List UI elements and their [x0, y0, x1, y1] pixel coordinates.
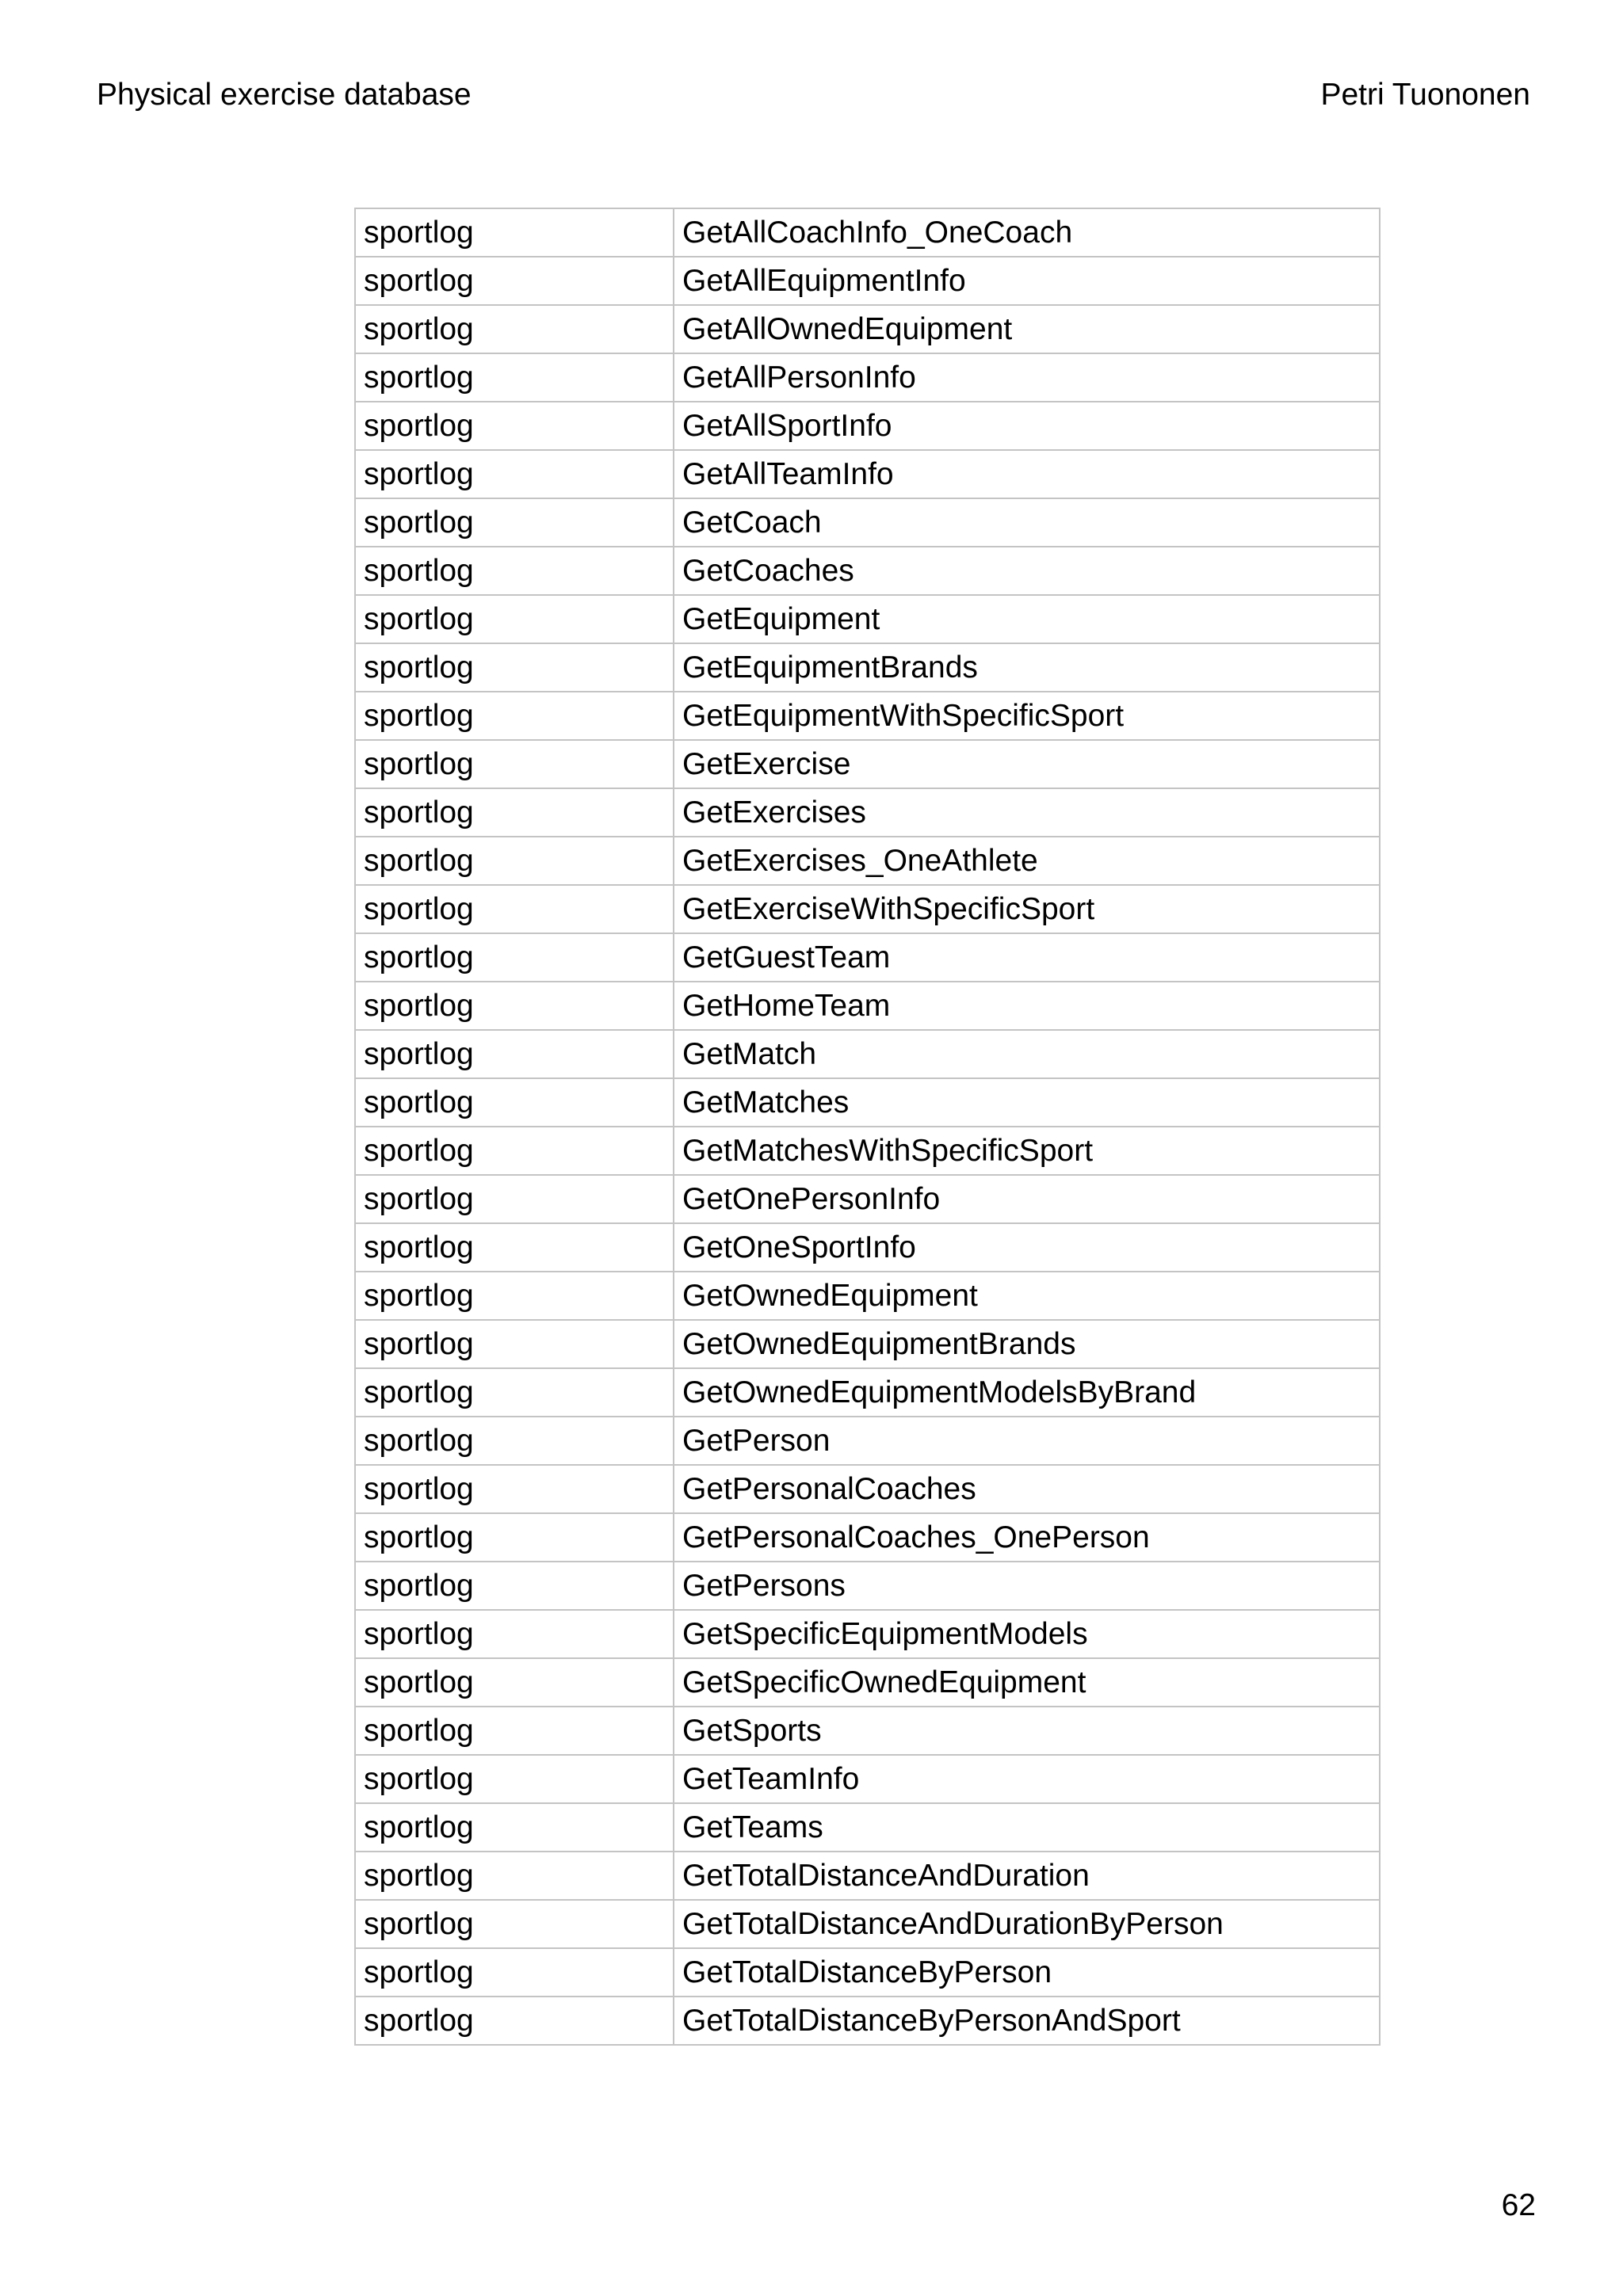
table-row: [355, 1078, 1380, 1127]
routine-name-cell: GetExercises: [674, 788, 1380, 837]
schema-cell: sportlog: [355, 1610, 674, 1658]
table-row: [355, 692, 1380, 740]
routine-name-cell: GetExerciseWithSpecificSport: [674, 885, 1380, 933]
routine-name-cell: GetEquipmentBrands: [674, 643, 1380, 692]
schema-cell: sportlog: [355, 1417, 674, 1465]
table-row: [355, 305, 1380, 353]
schema-cell: sportlog: [355, 1513, 674, 1562]
routine-name-cell: GetOwnedEquipmentBrands: [674, 1320, 1380, 1368]
routine-name-cell: GetAllTeamInfo: [674, 450, 1380, 498]
routine-name-cell: GetOneSportInfo: [674, 1223, 1380, 1272]
table-row: [355, 1465, 1380, 1513]
routine-name-cell: GetMatches: [674, 1078, 1380, 1127]
routine-name-cell: GetHomeTeam: [674, 982, 1380, 1030]
routines-table: [354, 208, 1381, 2046]
routine-name-cell: GetAllEquipmentInfo: [674, 257, 1380, 305]
schema-cell: sportlog: [355, 450, 674, 498]
schema-cell: sportlog: [355, 1658, 674, 1707]
table-row: [355, 885, 1380, 933]
table-row: [355, 1997, 1380, 2045]
schema-cell: sportlog: [355, 1368, 674, 1417]
schema-cell: sportlog: [355, 1803, 674, 1852]
schema-cell: sportlog: [355, 643, 674, 692]
routine-name-cell: GetAllCoachInfo_OneCoach: [674, 208, 1380, 257]
schema-cell: sportlog: [355, 1562, 674, 1610]
schema-cell: sportlog: [355, 982, 674, 1030]
schema-cell: sportlog: [355, 1948, 674, 1997]
schema-cell: sportlog: [355, 402, 674, 450]
routine-name-cell: GetPerson: [674, 1417, 1380, 1465]
schema-cell: sportlog: [355, 1997, 674, 2045]
routine-name-cell: GetPersons: [674, 1562, 1380, 1610]
routine-name-cell: GetAllOwnedEquipment: [674, 305, 1380, 353]
routine-name-cell: GetTotalDistanceAndDuration: [674, 1852, 1380, 1900]
schema-cell: sportlog: [355, 208, 674, 257]
table-row: [355, 353, 1380, 402]
table-row: [355, 1513, 1380, 1562]
table-row: [355, 257, 1380, 305]
routine-name-cell: GetOwnedEquipment: [674, 1272, 1380, 1320]
table-row: [355, 498, 1380, 547]
schema-cell: sportlog: [355, 1223, 674, 1272]
table-row: [355, 643, 1380, 692]
schema-cell: sportlog: [355, 353, 674, 402]
schema-cell: sportlog: [355, 1465, 674, 1513]
routine-name-cell: GetCoach: [674, 498, 1380, 547]
schema-cell: sportlog: [355, 692, 674, 740]
document-author: Petri Tuononen: [1320, 78, 1530, 112]
schema-cell: sportlog: [355, 1707, 674, 1755]
table-row: [355, 450, 1380, 498]
schema-cell: sportlog: [355, 257, 674, 305]
routine-name-cell: GetExercise: [674, 740, 1380, 788]
routine-name-cell: GetEquipmentWithSpecificSport: [674, 692, 1380, 740]
routine-name-cell: GetMatchesWithSpecificSport: [674, 1127, 1380, 1175]
routine-name-cell: GetCoaches: [674, 547, 1380, 595]
schema-cell: sportlog: [355, 885, 674, 933]
table-row: [355, 1223, 1380, 1272]
table-row: [355, 1610, 1380, 1658]
table-row: [355, 1852, 1380, 1900]
routine-name-cell: GetOnePersonInfo: [674, 1175, 1380, 1223]
routine-name-cell: GetEquipment: [674, 595, 1380, 643]
schema-cell: sportlog: [355, 1127, 674, 1175]
table-row: [355, 1368, 1380, 1417]
routine-name-cell: GetPersonalCoaches_OnePerson: [674, 1513, 1380, 1562]
table-row: [355, 1707, 1380, 1755]
schema-cell: sportlog: [355, 1320, 674, 1368]
table-row: [355, 595, 1380, 643]
table-row: [355, 788, 1380, 837]
table-row: [355, 1900, 1380, 1948]
page-number: 62: [1501, 2188, 1536, 2222]
table-row: [355, 547, 1380, 595]
routine-name-cell: GetExercises_OneAthlete: [674, 837, 1380, 885]
routine-name-cell: GetPersonalCoaches: [674, 1465, 1380, 1513]
table-row: [355, 1272, 1380, 1320]
schema-cell: sportlog: [355, 837, 674, 885]
routine-name-cell: GetTotalDistanceByPerson: [674, 1948, 1380, 1997]
routine-name-cell: GetTotalDistanceByPersonAndSport: [674, 1997, 1380, 2045]
routine-name-cell: GetSpecificOwnedEquipment: [674, 1658, 1380, 1707]
table-row: [355, 982, 1380, 1030]
routine-name-cell: GetTotalDistanceAndDurationByPerson: [674, 1900, 1380, 1948]
schema-cell: sportlog: [355, 595, 674, 643]
schema-cell: sportlog: [355, 1900, 674, 1948]
schema-cell: sportlog: [355, 1755, 674, 1803]
table-row: [355, 1562, 1380, 1610]
routine-name-cell: GetTeamInfo: [674, 1755, 1380, 1803]
table-row: [355, 837, 1380, 885]
routine-name-cell: GetSpecificEquipmentModels: [674, 1610, 1380, 1658]
table-row: [355, 1948, 1380, 1997]
table-row: [355, 1417, 1380, 1465]
schema-cell: sportlog: [355, 498, 674, 547]
table-row: [355, 1320, 1380, 1368]
routine-name-cell: GetOwnedEquipmentModelsByBrand: [674, 1368, 1380, 1417]
table-row: [355, 1755, 1380, 1803]
table-row: [355, 933, 1380, 982]
schema-cell: sportlog: [355, 788, 674, 837]
schema-cell: sportlog: [355, 933, 674, 982]
schema-cell: sportlog: [355, 1272, 674, 1320]
table-row: [355, 740, 1380, 788]
schema-cell: sportlog: [355, 740, 674, 788]
table-row: [355, 1175, 1380, 1223]
routine-name-cell: GetGuestTeam: [674, 933, 1380, 982]
routine-name-cell: GetSports: [674, 1707, 1380, 1755]
schema-cell: sportlog: [355, 547, 674, 595]
table-row: [355, 208, 1380, 257]
document-title: Physical exercise database: [97, 78, 472, 112]
table-row: [355, 402, 1380, 450]
schema-cell: sportlog: [355, 1030, 674, 1078]
routine-name-cell: GetMatch: [674, 1030, 1380, 1078]
table-row: [355, 1127, 1380, 1175]
routines-table-body: [355, 208, 1380, 2045]
table-row: [355, 1803, 1380, 1852]
routine-name-cell: GetTeams: [674, 1803, 1380, 1852]
table-row: [355, 1658, 1380, 1707]
schema-cell: sportlog: [355, 1175, 674, 1223]
table-row: [355, 1030, 1380, 1078]
schema-cell: sportlog: [355, 1852, 674, 1900]
routine-name-cell: GetAllSportInfo: [674, 402, 1380, 450]
routine-name-cell: GetAllPersonInfo: [674, 353, 1380, 402]
schema-cell: sportlog: [355, 1078, 674, 1127]
schema-cell: sportlog: [355, 305, 674, 353]
